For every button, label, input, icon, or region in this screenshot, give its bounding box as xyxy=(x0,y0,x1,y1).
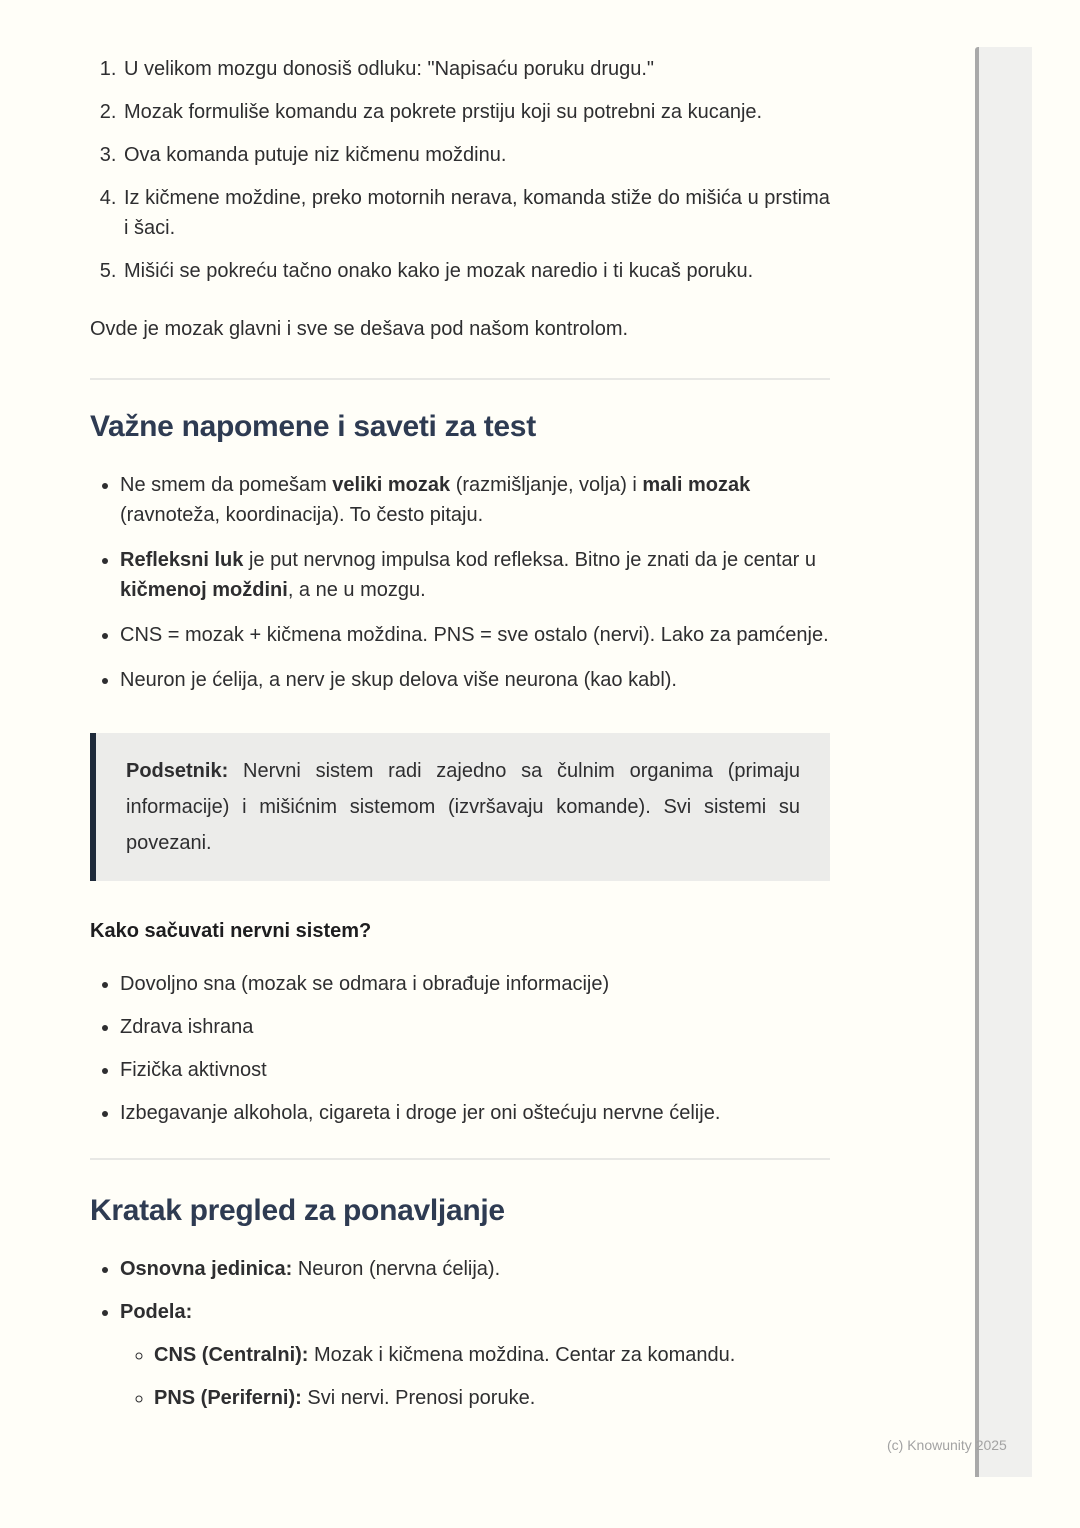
list-item xyxy=(122,183,830,243)
text-run: Mozak i kičmena moždina. Centar za komandu. xyxy=(308,1344,736,1366)
list-item xyxy=(122,140,830,170)
list-item xyxy=(122,256,830,286)
tips-bullet-list xyxy=(90,470,830,695)
text-run: Iz kičmene moždine, preko motornih nerava, komanda stiže do mišića u prstima i šaci. xyxy=(124,187,830,239)
text-run: Zdrava ishrana xyxy=(120,1016,254,1038)
text-run: Neuron je ćelija, a nerv je skup delova više neurona (kao kabl). xyxy=(120,669,677,691)
section-divider xyxy=(90,378,830,380)
text-run: (ravnoteža, koordinacija). To često pitaju. xyxy=(120,504,484,526)
document-content xyxy=(90,0,830,1426)
list-item xyxy=(120,1297,830,1413)
text-run: Neuron (nervna ćelija). xyxy=(292,1258,501,1280)
list-item xyxy=(122,97,830,127)
list-item xyxy=(120,545,830,605)
preserve-bullet-list xyxy=(90,969,830,1128)
intro-steps-list xyxy=(90,54,830,286)
list-item xyxy=(120,1098,830,1128)
list-item xyxy=(120,1055,830,1085)
copyright-watermark: (c) Knowunity 2025 xyxy=(887,1437,1007,1453)
bold-text-run: kičmenoj moždini xyxy=(120,579,288,601)
section-divider xyxy=(90,1158,830,1160)
text-run: je put nervnog impulsa kod refleksa. Bitno je znati da je centar u xyxy=(243,549,816,571)
list-item xyxy=(120,1254,830,1284)
text-run: CNS = mozak + kičmena moždina. PNS = sve ostalo (nervi). Lako za pamćenje. xyxy=(120,624,829,646)
text-run: (razmišljanje, volja) i xyxy=(450,474,643,496)
text-run: Fizička aktivnost xyxy=(120,1059,267,1081)
text-run: Ne smem da pomešam xyxy=(120,474,333,496)
list-item xyxy=(122,54,830,84)
bold-text-run: Osnovna jedinica: xyxy=(120,1258,293,1280)
text-run: Izbegavanje alkohola, cigareta i droge jer oni oštećuju nervne ćelije. xyxy=(120,1102,721,1124)
next-page-preview[interactable] xyxy=(975,47,1032,1477)
list-item xyxy=(154,1340,830,1370)
bold-text-run: CNS (Centralni): xyxy=(154,1344,309,1366)
intro-summary-text: Ovde je mozak glavni i sve se dešava pod našom kontrolom. xyxy=(90,318,629,340)
list-item xyxy=(120,1012,830,1042)
bold-text-run: mali mozak xyxy=(642,474,751,496)
section-title-tips: Važne napomene i saveti za test xyxy=(90,410,536,443)
text-run: Dovoljno sna (mozak se odmara i obrađuje informacije) xyxy=(120,973,610,995)
bold-text-run: PNS (Periferni): xyxy=(154,1387,302,1409)
list-item xyxy=(120,620,830,650)
text-run: Svi nervi. Prenosi poruke. xyxy=(301,1387,536,1409)
review-sub-list xyxy=(120,1340,830,1413)
text-run: , a ne u mozgu. xyxy=(287,579,426,601)
text-run: Mišići se pokreću tačno onako kako je mozak naredio i ti kucaš poruku. xyxy=(124,260,754,282)
bold-text-run: Podela: xyxy=(120,1301,193,1323)
list-item xyxy=(120,969,830,999)
reminder-callout xyxy=(90,733,830,881)
bold-text-run: veliki mozak xyxy=(332,474,451,496)
list-item xyxy=(120,665,830,695)
subheading-preserve: Kako sačuvati nervni sistem? xyxy=(90,920,372,942)
review-bullet-list xyxy=(90,1254,830,1413)
text-run: U velikom mozgu donosiš odluku: "Napisaću poruku drugu." xyxy=(124,58,655,80)
list-item xyxy=(154,1383,830,1413)
list-item xyxy=(120,470,830,530)
section-title-review: Kratak pregled za ponavljanje xyxy=(90,1194,505,1227)
list-item-label xyxy=(120,1301,192,1323)
bold-text-run: Podsetnik: xyxy=(126,760,229,782)
bold-text-run: Refleksni luk xyxy=(120,549,244,571)
text-run: Nervni sistem radi zajedno sa čulnim organima (primaju informacije) i mišićnim sistemom (izvršavaju komande). Svi sistemi su povezani. xyxy=(126,760,800,854)
text-run: Mozak formuliše komandu za pokrete prstiju koji su potrebni za kucanje. xyxy=(124,101,763,123)
text-run: Ova komanda putuje niz kičmenu moždinu. xyxy=(124,144,507,166)
